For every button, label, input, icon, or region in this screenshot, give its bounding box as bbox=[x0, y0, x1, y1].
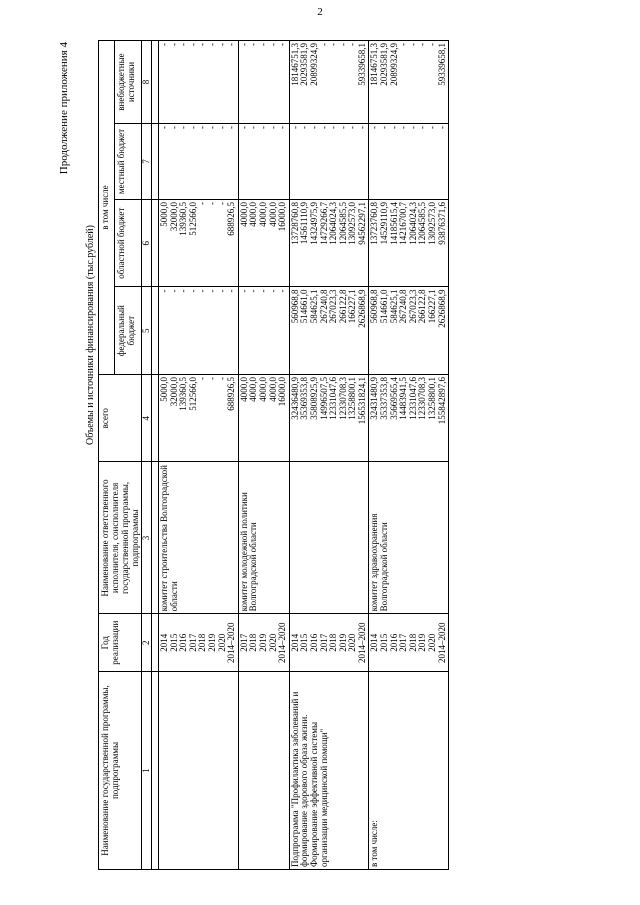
years-cell: 2014 2015 2016 2017 2018 2019 2020 2014–2020 bbox=[369, 614, 449, 672]
spacer-row bbox=[152, 41, 159, 870]
appendix-title: Продолжение приложения 4 bbox=[58, 42, 70, 175]
executor-cell: комитет молодежной политики Волгоградской области bbox=[238, 462, 289, 614]
executor-cell: комитет здравоохранения Волгоградской области bbox=[369, 462, 449, 614]
header-executor: Наименование ответственного исполнителя, соисполнителя государственной программы, подпрограммы bbox=[99, 462, 142, 614]
col-number: 7 bbox=[142, 124, 152, 200]
local-cell: - - - - - - - - bbox=[369, 124, 449, 200]
program-name: в том числе: bbox=[369, 671, 449, 869]
program-name bbox=[159, 671, 239, 869]
executor-cell: комитет строительства Волгоградской области bbox=[159, 462, 239, 614]
column-numbers-row bbox=[142, 41, 152, 870]
page-number: 2 bbox=[317, 6, 323, 18]
federal-cell: - - - - - bbox=[238, 287, 289, 374]
offbudget-cell: - - - - - bbox=[238, 41, 289, 124]
table-row bbox=[369, 41, 449, 870]
header-year: Год реализации bbox=[99, 614, 142, 672]
total-cell: 32431480,9 35337353,8 35669565,4 14483941,5 12331047,6 12330708,3 13258800,1 155842897,6 bbox=[369, 374, 449, 461]
offbudget-cell: - - - - - - - - bbox=[159, 41, 239, 124]
header-offbudget: внебюджетные источники bbox=[114, 41, 141, 124]
federal-cell: 560968,8 514661,0 584625,1 267240,8 267023,3 266122,8 166227,1 2626868,9 bbox=[289, 287, 369, 374]
total-cell: 5000,0 32000,0 139360,5 512566,0 - - - 688926,5 bbox=[159, 374, 239, 461]
federal-cell: 560968,8 514661,0 584625,1 267240,8 267023,3 266122,8 166227,1 2626868,9 bbox=[369, 287, 449, 374]
offbudget-cell: 18146751,3 20293581,9 20899324,9 - - - - 59339658,1 bbox=[289, 41, 369, 124]
local-cell: - - - - - - - - bbox=[159, 124, 239, 200]
total-cell: 4000,0 4000,0 4000,0 4000,0 16000,0 bbox=[238, 374, 289, 461]
executor-cell bbox=[289, 462, 369, 614]
header-total: всего bbox=[99, 374, 142, 461]
years-cell: 2014 2015 2016 2017 2018 2019 2020 2014–2020 bbox=[159, 614, 239, 672]
years-cell: 2014 2015 2016 2017 2018 2019 2020 2014–2020 bbox=[289, 614, 369, 672]
header-including: в том числе bbox=[99, 41, 115, 375]
header-program: Наименование государственной программы, подпрограммы bbox=[99, 671, 142, 869]
col-number: 4 bbox=[142, 374, 152, 461]
table-row bbox=[238, 41, 289, 870]
table-row bbox=[159, 41, 239, 870]
col-number: 3 bbox=[142, 462, 152, 614]
regional-cell: 5000,0 32000,0 139360,5 512566,0 - - - 688926,5 bbox=[159, 200, 239, 287]
total-cell: 32436480,9 35369353,8 35808925,9 14996507,5 12331047,6 12330708,3 13258800,1 156531824,1 bbox=[289, 374, 369, 461]
col-number: 5 bbox=[142, 287, 152, 374]
rotated-page bbox=[60, 40, 600, 870]
header-local: местный бюджет bbox=[114, 124, 141, 200]
program-name: Подпрограмма "Профилактика заболеваний и формирование здорового образа жизни. Формирование эффективной системы организации медицинской помощи" bbox=[289, 671, 369, 869]
col-number: 1 bbox=[142, 671, 152, 869]
offbudget-cell: 18146751,3 20293581,9 20899324,9 - - - - 59339658,1 bbox=[369, 41, 449, 124]
regional-cell: 4000,0 4000,0 4000,0 4000,0 16000,0 bbox=[238, 200, 289, 287]
header-federal: федеральный бюджет bbox=[114, 287, 141, 374]
col-number: 6 bbox=[142, 200, 152, 287]
regional-cell: 13723760,8 14529110,9 14185615,4 14216700,7 12064024,3 12064585,5 13092573,0 93876371,6 bbox=[369, 200, 449, 287]
financing-table bbox=[98, 40, 449, 870]
years-cell: 2017 2018 2019 2020 2014–2020 bbox=[238, 614, 289, 672]
financing-header-title: Объемы и источники финансирования (тыс.рублей) bbox=[85, 225, 96, 445]
local-cell: - - - - - - - - bbox=[289, 124, 369, 200]
federal-cell: - - - - - - - - bbox=[159, 287, 239, 374]
col-number: 8 bbox=[142, 41, 152, 124]
regional-cell: 13728760,8 14561110,9 14324975,9 14729266,7 12064024,3 12064585,5 13092573,0 94562297,1 bbox=[289, 200, 369, 287]
local-cell: - - - - - bbox=[238, 124, 289, 200]
col-number: 2 bbox=[142, 614, 152, 672]
table-row bbox=[289, 41, 369, 870]
program-name bbox=[238, 671, 289, 869]
header-regional: областной бюджет bbox=[114, 200, 141, 287]
